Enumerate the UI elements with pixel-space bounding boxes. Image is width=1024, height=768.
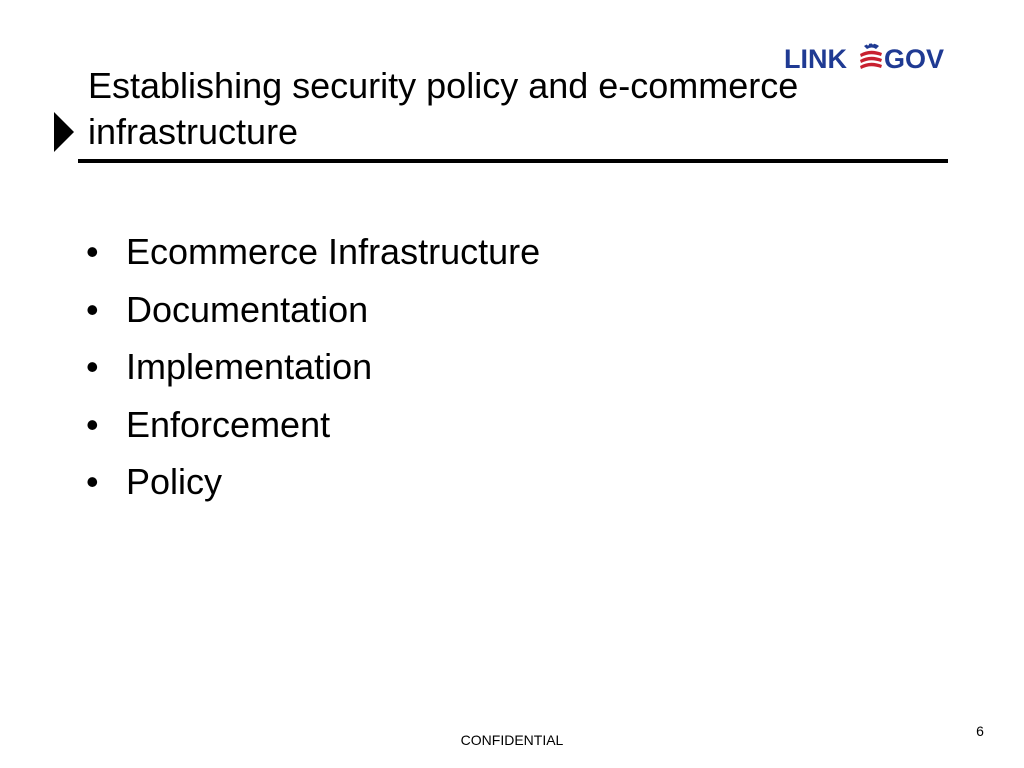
bullet-text: Enforcement [126,403,331,445]
bullet-text: Implementation [126,346,373,387]
slide-title: Establishing security policy and e-commerce infrastructure [88,65,799,152]
bullet-glyph: • [86,461,99,502]
confidential-footer: CONFIDENTIAL [460,732,564,748]
bullet-text: Documentation [126,288,369,330]
bullet-glyph: • [86,346,99,387]
page-number: 6 [976,723,984,739]
bullet-glyph: • [86,403,99,445]
bullet-text: Policy [126,461,223,502]
logo-text-link: LINK [784,44,847,74]
bullet-text: Ecommerce Infrastructure [126,231,541,272]
right-triangle-marker-icon [52,112,76,152]
bullet-glyph: • [86,288,99,330]
bullet-glyph: • [86,231,99,272]
title-underline [78,159,948,163]
logo-text-gov: GOV [884,44,945,74]
